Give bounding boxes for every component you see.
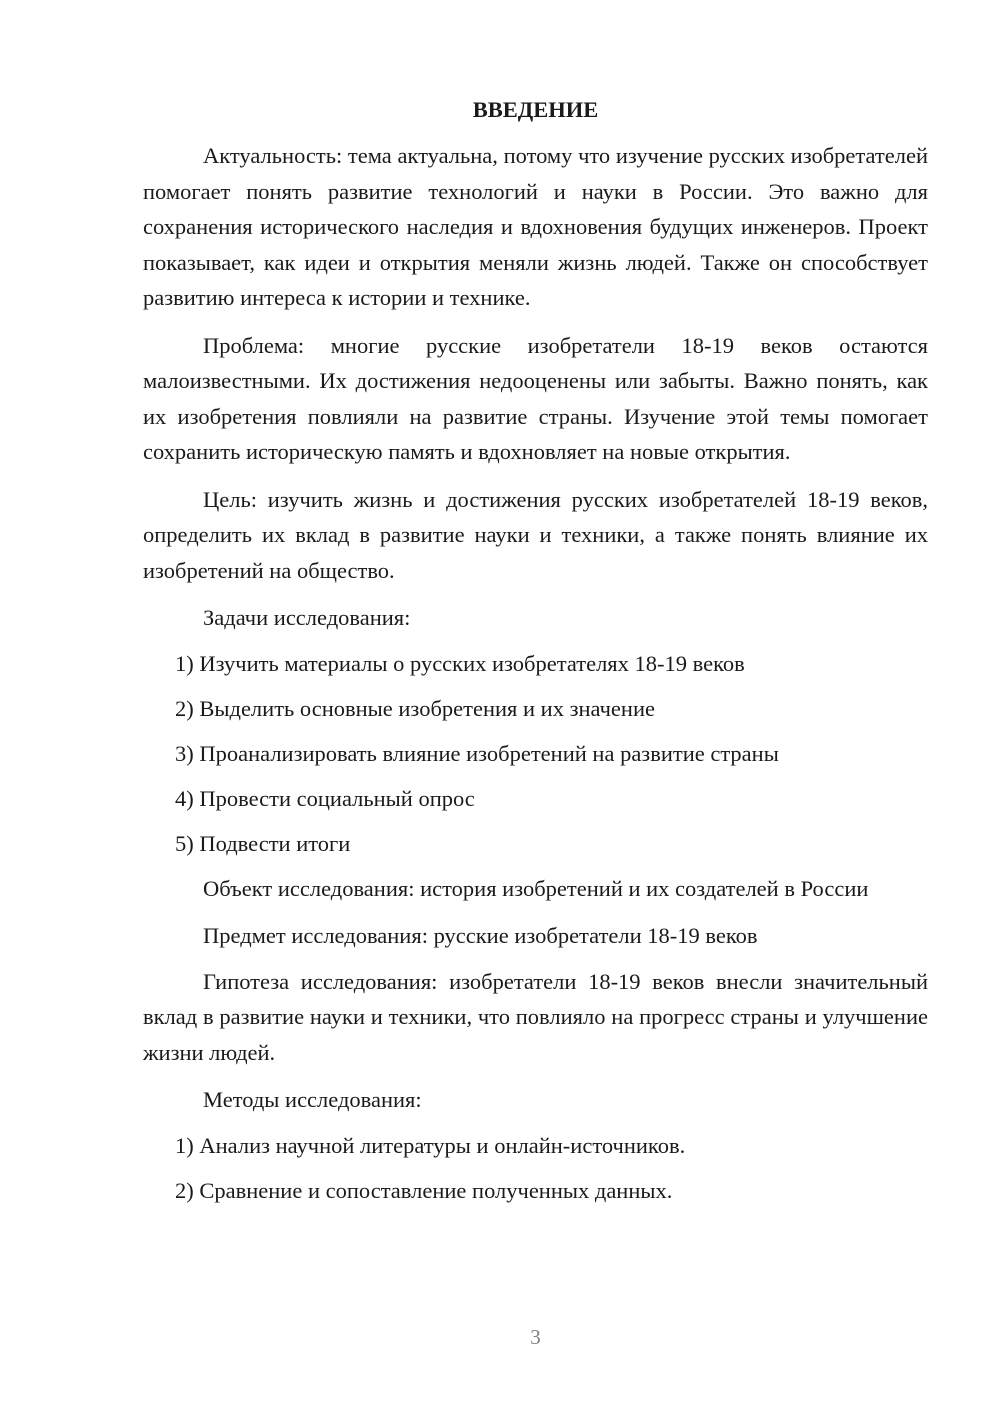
list-item: 1) Анализ научной литературы и онлайн-источников. [175,1132,686,1158]
list-item: 2) Выделить основные изобретения и их значение [175,695,655,721]
list-item: 3) Проанализировать влияние изобретений на развитие страны [175,740,779,766]
goal-paragraph: Цель: изучить жизнь и достижения русских изобретателей 18-19 веков, определить их вклад в развитие науки и техники, а также понять влияние их изобретений на общество. [143,486,928,583]
tasks-heading: Задачи исследования: [203,605,411,630]
methods-list [143,1128,928,1209]
subject-paragraph: Предмет исследования: русские изобретатели 18-19 веков [203,923,758,948]
list-item: 2) Сравнение и сопоставление полученных данных. [175,1177,673,1203]
list-item: 1) Изучить материалы о русских изобретателях 18-19 веков [175,650,745,676]
page-title: ВВЕДЕНИЕ [472,97,599,122]
hypothesis-paragraph: Гипотеза исследования: изобретатели 18-19 веков внесли значительный вклад в развитие науки и техники, что повлияло на прогресс страны и улучшение жизни людей. [143,968,928,1065]
tasks-list [143,646,928,862]
page-number: 3 [530,1325,541,1349]
document-page [143,95,928,1218]
problem-paragraph: Проблема: многие русские изобретатели 18-19 веков остаются малоизвестными. Их достижения недооценены или забыты. Важно понять, как их изобретения повлияли на развитие страны. Изучение этой темы помогает сохранить историческую память и вдохновляет на новые открытия. [143,332,928,464]
object-paragraph: Объект исследования: история изобретений и их создателей в России [203,875,869,901]
list-item: 4) Провести социальный опрос [175,785,475,811]
list-item: 5) Подвести итоги [175,830,351,856]
relevance-paragraph: Актуальность: тема актуальна, потому что изучение русских изобретателей помогает понять развитие технологий и науки в России. Это важно для сохранения исторического наследия и вдохновения будущих инженеров. Проект показывает, как идеи и открытия меняли жизнь людей. Также он способствует развитию интереса к истории и технике. [143,143,928,310]
methods-heading: Методы исследования: [203,1087,422,1112]
